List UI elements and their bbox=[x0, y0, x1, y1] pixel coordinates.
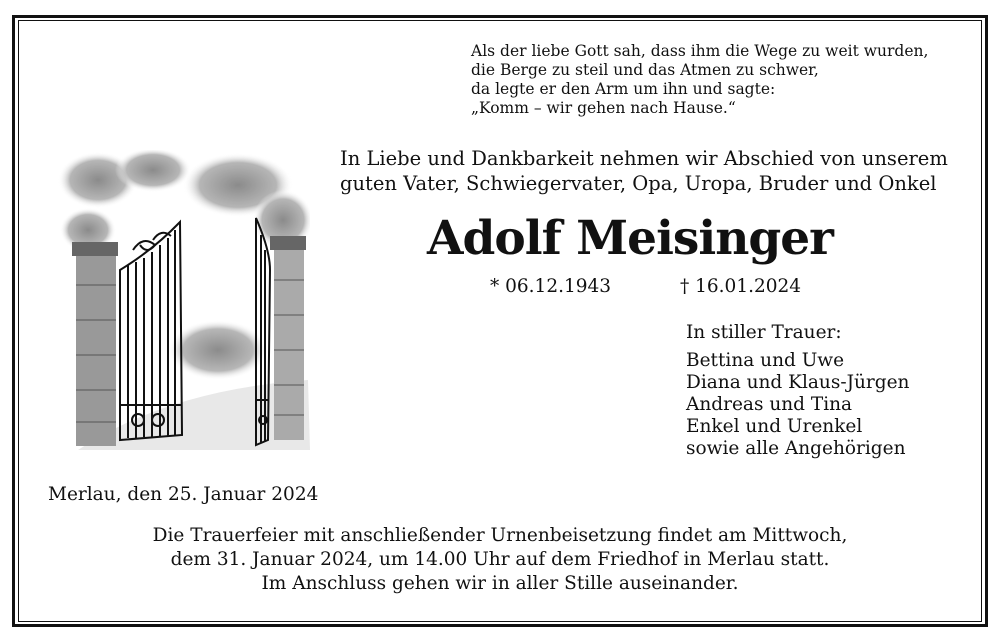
deceased-name: Adolf Meisinger bbox=[427, 211, 833, 266]
birth-date: * 06.12.1943 bbox=[490, 276, 612, 297]
poem bbox=[471, 42, 971, 118]
mourner-name: Bettina und Uwe bbox=[686, 350, 845, 371]
funeral-notice bbox=[30, 524, 970, 596]
mourner-name: sowie alle Angehörigen bbox=[686, 438, 906, 459]
death-date: † 16.01.2024 bbox=[680, 276, 802, 297]
place-date: Merlau, den 25. Januar 2024 bbox=[48, 484, 319, 505]
mourner-name: Diana und Klaus-Jürgen bbox=[686, 372, 910, 393]
intro-line: In Liebe und Dankbarkeit nehmen wir Abschied von unserem bbox=[340, 147, 948, 170]
mourner-name: Andreas und Tina bbox=[686, 394, 853, 415]
left-pillar bbox=[72, 242, 118, 446]
notice-line: Im Anschluss gehen wir in aller Stille auseinander. bbox=[261, 573, 739, 594]
poem-line: Als der liebe Gott sah, dass ihm die Wege zu weit wurden, bbox=[471, 42, 929, 60]
notice-line: Die Trauerfeier mit anschließender Urnenbeisetzung findet am Mittwoch, bbox=[152, 525, 848, 546]
right-pillar bbox=[270, 236, 306, 440]
intro-text bbox=[340, 146, 970, 196]
poem-line: „Komm – wir gehen nach Hause.“ bbox=[471, 99, 736, 117]
mourner-name: Enkel und Urenkel bbox=[686, 416, 863, 437]
mourners-heading: In stiller Trauer: bbox=[686, 322, 842, 343]
mourners-block bbox=[686, 322, 909, 460]
poem-line: da legte er den Arm um ihn und sagte: bbox=[471, 80, 776, 98]
intro-line: guten Vater, Schwiegervater, Opa, Uropa, Bruder und Onkel bbox=[340, 172, 937, 195]
poem-line: die Berge zu steil und das Atmen zu schwer, bbox=[471, 61, 819, 79]
garden-gate-illustration bbox=[58, 150, 310, 450]
notice-line: dem 31. Januar 2024, um 14.00 Uhr auf dem Friedhof in Merlau statt. bbox=[170, 549, 830, 570]
